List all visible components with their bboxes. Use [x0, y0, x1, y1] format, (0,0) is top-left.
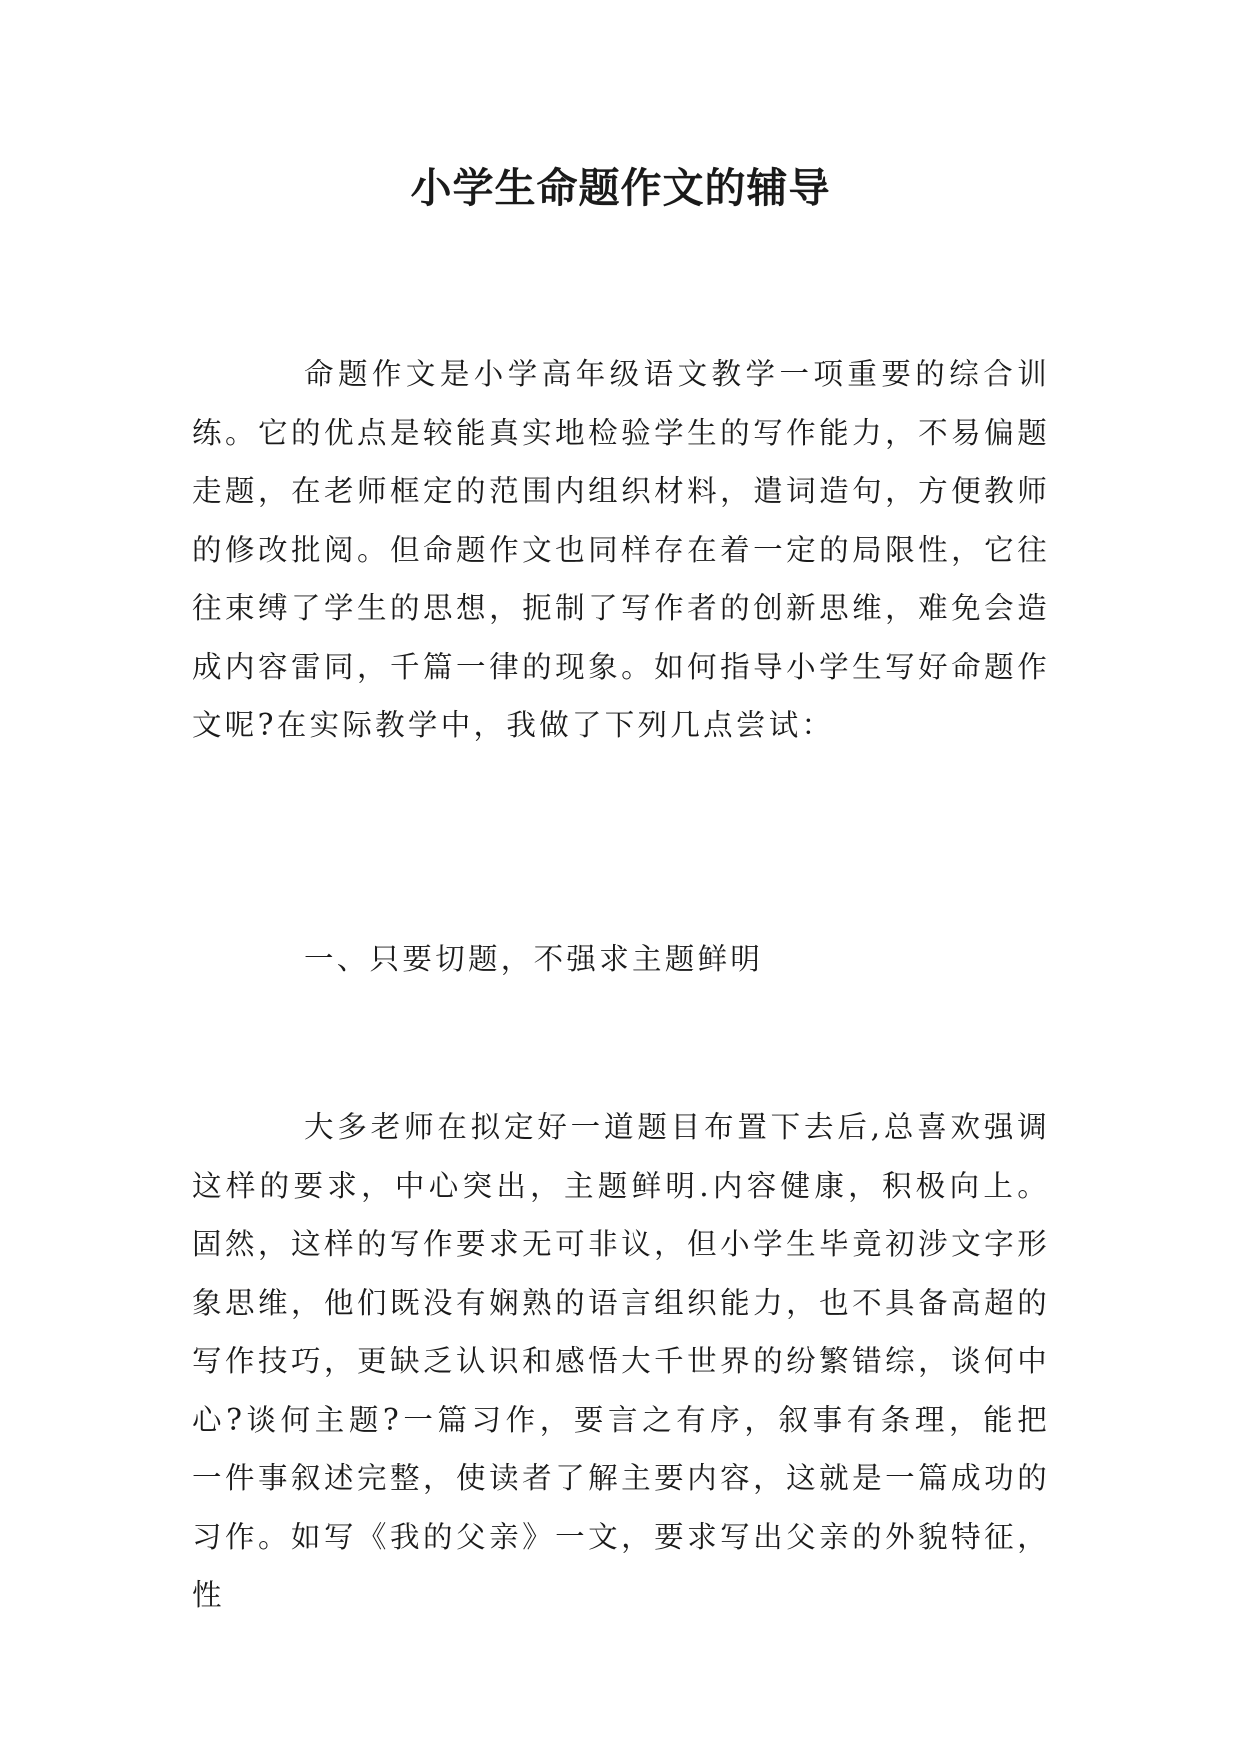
- section-paragraph: 大多老师在拟定好一道题目布置下去后,总喜欢强调这样的要求，中心突出，主题鲜明.内容健康，积极向上。固然，这样的写作要求无可非议，但小学生毕竟初涉文字形象思维，他们既没有娴熟的语言组织能力，也不具备高超的写作技巧，更缺乏认识和感悟大千世界的纷繁错综，谈何中心?谈何主题?一篇习作，要言之有序，叙事有条理，能把一件事叙述完整，使读者了解主要内容，这就是一篇成功的习作。如写《我的父亲》一文，要求写出父亲的外貌特征，性: [192, 1110, 1050, 1612]
- section-heading: 一、只要切题，不强求主题鲜明: [304, 942, 764, 976]
- document-title: 小学生命题作文的辅导: [410, 164, 831, 212]
- intro-paragraph: 命题作文是小学高年级语文教学一项重要的综合训练。它的优点是较能真实地检验学生的写作能力，不易偏题走题，在老师框定的范围内组织材料，遣词造句，方便教师的修改批阅。但命题作文也同样存在着一定的局限性，它往往束缚了学生的思想，扼制了写作者的创新思维，难免会造成内容雷同，千篇一律的现象。如何指导小学生写好命题作文呢?在实际教学中，我做了下列几点尝试：: [192, 357, 1050, 742]
